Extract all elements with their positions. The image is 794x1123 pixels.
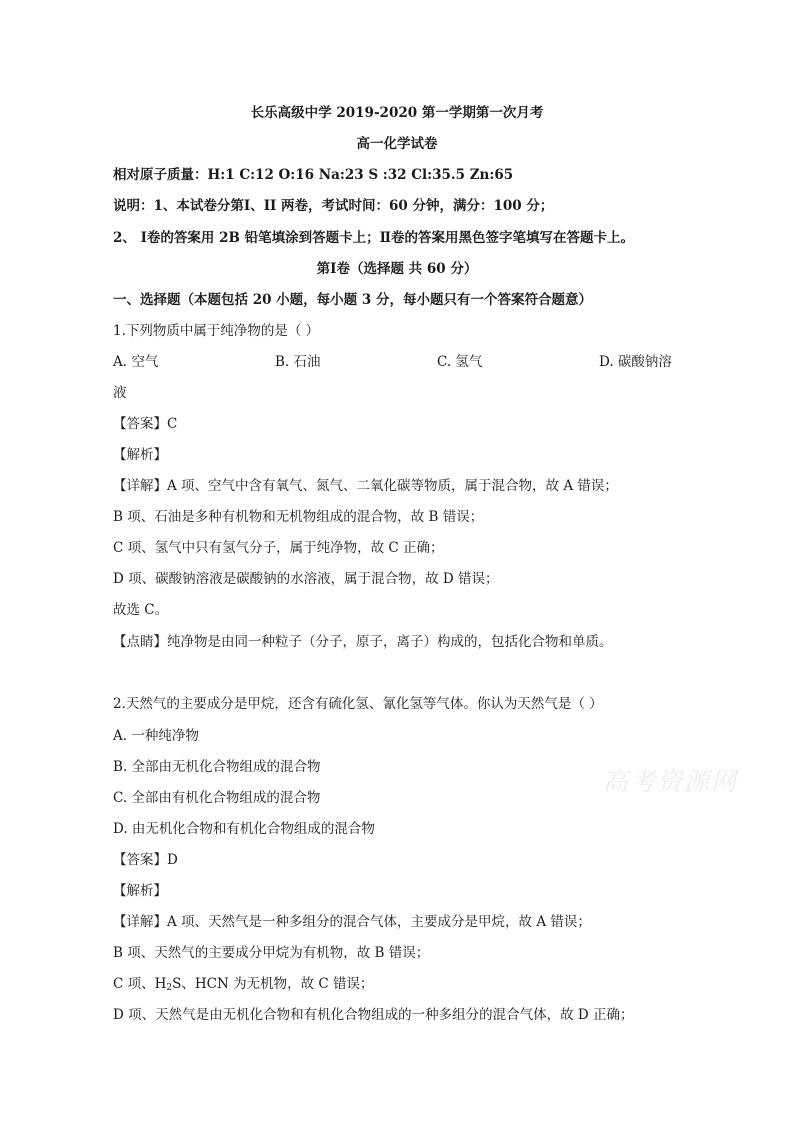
q2-detail-c-post: S、HCN 为无机物，故 C 错误； [172,976,374,992]
exam-note-1: 说明：1、本试卷分第Ⅰ、II 两卷，考试时间：60 分钟，满分：100 分； [113,198,554,214]
question-1-stem: 1.下列物质中属于纯净物的是（ ） [113,323,320,339]
q2-analysis-label: 【解析】 [113,883,167,899]
q1-detail-a: 【详解】A 项、空气中含有氧气、氮气、二氧化碳等物质，属于混合物，故 A 错误； [113,478,618,494]
q2-detail-c-pre: C 项、H [113,976,167,992]
q2-detail-c-subscript: 2 [166,983,173,993]
q2-detail-a: 【详解】A 项、天然气是一种多组分的混合气体，主要成分是甲烷，故 A 错误； [113,914,591,930]
q1-option-b: B. 石油 [275,354,321,370]
q1-analysis-label: 【解析】 [113,447,167,463]
q2-detail-b: B 项、天然气的主要成分甲烷为有机物，故 B 错误； [113,945,430,961]
watermark: 高考资源网 [603,767,739,796]
section-instruction: 一、选择题（本题包括 20 小题，每小题 3 分，每小题只有一个答案符合题意） [113,292,592,308]
q1-option-d-wrap: 液 [113,385,127,401]
q2-detail-d: D 项、天然气是由无机化合物和有机化合物组成的一种多组分的混合气体，故 D 正确； [113,1007,634,1023]
q1-detail-d: D 项、碳酸钠溶液是碳酸钠的水溶液，属于混合物，故 D 错误； [113,571,499,587]
section-title: 第Ⅰ卷（选择题 共 60 分） [316,261,478,277]
atomic-mass-line: 相对原子质量：H:1 C:12 O:16 Na:23 S :32 Cl:35.5 Zn:65 [113,167,514,183]
q2-option-d: D. 由无机化合物和有机化合物组成的混合物 [113,821,375,837]
q1-detail-b: B 项、石油是多种有机物和无机物组成的混合物，故 B 错误； [113,509,484,525]
exam-title: 长乐高级中学 2019-2020 第一学期第一次月考 [250,105,544,121]
q2-option-a: A. 一种纯净物 [113,728,199,744]
q2-option-b: B. 全部由无机化合物组成的混合物 [113,759,321,775]
q1-option-c: C. 氢气 [437,354,483,370]
q1-conclusion: 故选 C。 [113,602,169,618]
exam-subtitle: 高一化学试卷 [356,136,438,152]
q2-detail-c [113,975,374,997]
q1-option-a: A. 空气 [113,354,159,370]
q1-answer: 【答案】C [113,416,178,432]
q1-detail-c: C 项、氢气中只有氢气分子，属于纯净物，故 C 正确； [113,540,444,556]
q1-option-d: D. 碳酸钠溶 [599,354,672,370]
q1-point: 【点睛】纯净物是由同一种粒子（分子，原子，离子）构成的，包括化合物和单质。 [113,634,613,650]
q2-answer: 【答案】D [113,852,178,868]
question-2-stem: 2.天然气的主要成分是甲烷，还含有硫化氢、氰化氢等气体。你认为天然气是（ ） [113,696,603,712]
q2-option-c: C. 全部由有机化合物组成的混合物 [113,790,321,806]
exam-note-2: 2、 Ⅰ卷的答案用 2B 铅笔填涂到答题卡上；Ⅱ卷的答案用黑色签字笔填写在答题卡上。 [113,230,634,246]
